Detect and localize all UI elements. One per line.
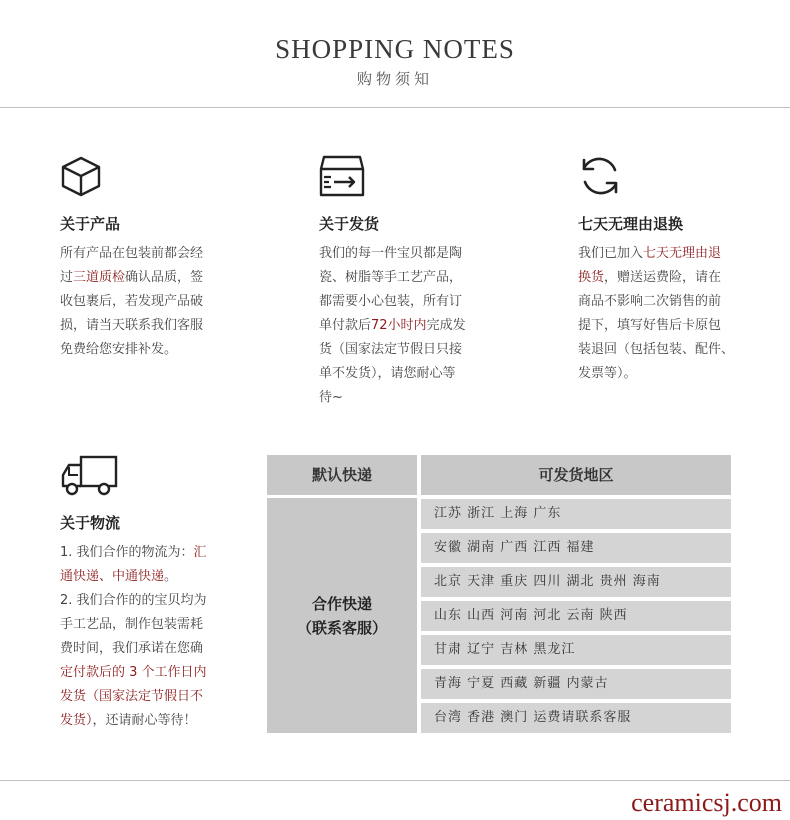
refresh-icon	[578, 155, 622, 197]
body-text: ，赠送运费险，请在	[604, 270, 722, 285]
body-text: 确认品质，签	[125, 270, 204, 285]
body-text: ，还请耐心等待！	[92, 713, 197, 728]
region-row: 北京 天津 重庆 四川 湖北 贵州 海南	[421, 567, 731, 597]
region-row: 青海 宁夏 西藏 新疆 内蒙古	[421, 669, 731, 699]
shipping-body	[319, 242, 466, 410]
highlight-text: 汇	[193, 545, 207, 560]
logistics-title: 关于物流	[60, 514, 121, 532]
product-title: 关于产品	[60, 215, 121, 233]
page-title-en: SHOPPING NOTES	[275, 34, 515, 64]
watermark: ceramicsj.com	[631, 788, 782, 817]
highlight-text: 72小时内	[371, 318, 427, 333]
body-text: 损，请当天联系我们客服	[60, 318, 204, 333]
body-text: 提下，填写好售后卡原包	[578, 318, 722, 333]
region-row: 安徽 湖南 广西 江西 福建	[421, 533, 731, 563]
highlight-text: 换货	[578, 270, 605, 285]
express-name: 合作快递	[311, 594, 372, 613]
body-text: 我们已加入	[578, 246, 644, 261]
footer-divider	[0, 780, 790, 781]
returns-body	[578, 242, 734, 386]
shipping-box-icon	[319, 155, 365, 197]
region-row: 甘肃 辽宁 吉林 黑龙江	[421, 635, 731, 665]
body-text: 费时间，我们承诺在您确	[60, 641, 204, 656]
body-text: 单不发货），请您耐心等	[319, 366, 456, 381]
body-text: 过	[60, 270, 74, 285]
box-icon	[60, 155, 102, 197]
page-title-cn: 购物须知	[356, 70, 433, 88]
highlight-text: 定付款后的 3 个工作日内	[60, 665, 207, 680]
logistics-body	[60, 541, 207, 733]
body-text: 都需要小心包装，所有订	[319, 294, 463, 309]
body-text: 单付款后	[319, 318, 372, 333]
body-text: 免费给您安排补发。	[60, 342, 178, 357]
body-text: 我们的每一件宝贝都是陶	[319, 246, 463, 261]
region-row: 江苏 浙江 上海 广东	[421, 499, 731, 529]
body-text: 完成发	[426, 318, 466, 333]
region-row: 山东 山西 河南 河北 云南 陕西	[421, 601, 731, 631]
highlight-text: 发货（国家法定节假日不	[60, 689, 204, 704]
body-text: 装退回（包括包装、配件、	[578, 342, 735, 357]
body-text: 所有产品在包装前都会经	[60, 246, 204, 261]
returns-title: 七天无理由退换	[578, 215, 684, 233]
highlight-text: 七天无理由退	[643, 246, 722, 261]
body-text: 发票等）。	[578, 366, 637, 381]
body-text: 待~	[319, 390, 343, 405]
shipping-title: 关于发货	[319, 215, 380, 233]
highlight-text: 通快递、中通快递	[60, 569, 165, 584]
highlight-text: 三道质检	[73, 270, 126, 285]
product-body	[60, 242, 203, 362]
truck-icon	[60, 455, 118, 497]
body-text: 瓷、树脂等手工艺产品，	[319, 270, 463, 285]
highlight-text: 发货）	[60, 713, 93, 728]
express-note: （联系客服）	[296, 618, 387, 637]
body-text: 商品不影响二次销售的前	[578, 294, 722, 309]
express-cell	[267, 498, 417, 733]
body-text: 手工艺品，制作包装需耗	[60, 617, 204, 632]
body-text: 2. 我们合作的的宝贝均为	[60, 593, 207, 608]
body-text: 。	[164, 569, 178, 584]
body-text: 货（国家法定节假日只接	[319, 342, 463, 357]
body-text: 收包裹后，若发现产品破	[60, 294, 204, 309]
header-divider	[0, 107, 790, 108]
region-row: 台湾 香港 澳门 运费请联系客服	[421, 703, 731, 733]
table-header-express: 默认快递	[267, 455, 417, 495]
body-text: 1. 我们合作的物流为：	[60, 545, 194, 560]
table-header-regions: 可发货地区	[421, 455, 731, 495]
